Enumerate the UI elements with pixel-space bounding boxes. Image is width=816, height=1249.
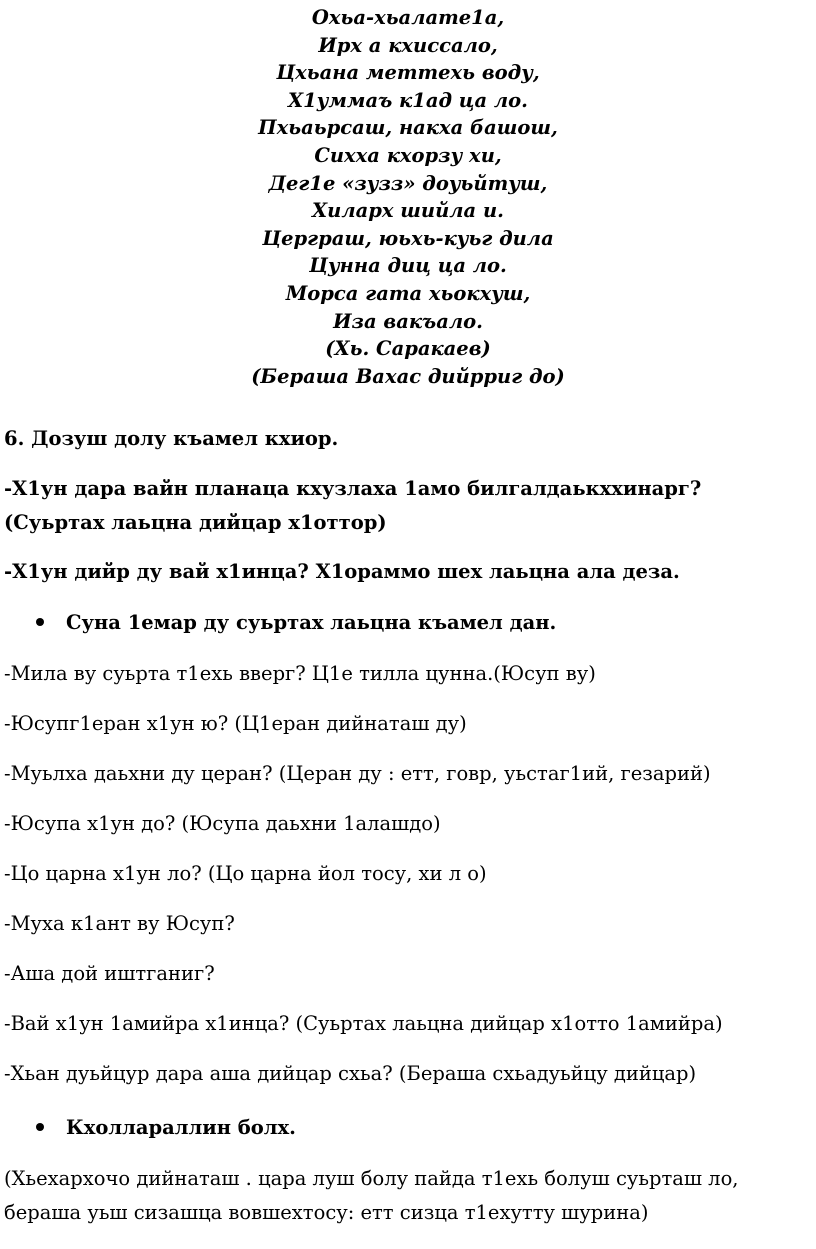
poem-line: Цунна диц ца ло. bbox=[309, 254, 507, 278]
dialogue-line: -Аша дой иштганиг? bbox=[4, 962, 215, 985]
question-two: -Х1ун дийр ду вай х1инца? Х1ораммо шех лаьцна ала деза. bbox=[4, 560, 680, 583]
closing-note-line2: бераша уьш сизашца вовшехтосу: етт сизца т1ехутту шурина) bbox=[4, 1201, 649, 1224]
poem-line: Цхьана меттехь воду, bbox=[276, 61, 540, 85]
poem-line: Церграш, юьхь-куьг дила bbox=[262, 226, 554, 250]
section-heading: 6. Дозуш долу къамел кхиор. bbox=[4, 427, 339, 450]
dialogue-line: -Юсупа х1ун до? (Юсупа даьхни 1алашдо) bbox=[4, 812, 441, 835]
dialogue-line: -Юсупг1еран х1ун ю? (Ц1еран дийнаташ ду) bbox=[4, 712, 467, 735]
closing-note bbox=[4, 1162, 812, 1230]
poem-line: Сихха кхорзу хи, bbox=[314, 143, 502, 167]
dialogue-line: -Цо царна х1ун ло? (Цо царна йол тосу, хи л о) bbox=[4, 862, 487, 885]
poem-line: Иза вакъало. bbox=[333, 309, 483, 333]
dialogue-line: -Хьан дуьйцур дара аша дийцар схьа? (Бераша схьадуьйцу дийцар) bbox=[4, 1062, 697, 1085]
bullet-item-speech bbox=[36, 606, 806, 640]
poem bbox=[0, 4, 816, 390]
poem-line: Хиларх шийла и. bbox=[312, 199, 504, 223]
dialogue-line: -Вай х1ун 1амийра х1инца? (Суьртах лаьцна дийцар х1отто 1амийра) bbox=[4, 1012, 723, 1035]
closing-note-line1: (Хьехархочо дийнаташ . цара луш болу пайда т1ехь болуш суьрташ ло, bbox=[4, 1167, 739, 1190]
poem-author: (Хь. Саракаев) bbox=[325, 337, 491, 361]
poem-line: Ирх а кхиссало, bbox=[318, 33, 498, 57]
dialogue-line: -Муха к1ант ву Юсуп? bbox=[4, 912, 235, 935]
bullet-text: Суна 1емар ду суьртах лаьцна къамел дан. bbox=[66, 611, 557, 634]
question-one-line2: (Суьртах лаьцна дийцар х1оттор) bbox=[4, 511, 387, 534]
poem-line: Х1уммаъ к1ад ца ло. bbox=[288, 88, 528, 112]
question-one bbox=[4, 472, 812, 540]
bullet-icon bbox=[36, 1123, 44, 1131]
bullet-item-creative bbox=[36, 1111, 806, 1145]
poem-line: Пхьаьрсаш, накха башош, bbox=[258, 116, 558, 140]
question-one-line1: -Х1ун дара вайн планаца кхузлаха 1амо билгалдаькххинарг? bbox=[4, 477, 702, 500]
dialogue-line: -Муьлха даьхни ду церан? (Церан ду : етт, говр, уьстаг1ий, гезарий) bbox=[4, 762, 711, 785]
poem-line: Охьа-хьалате1а, bbox=[311, 6, 505, 29]
bullet-text: Кхоллараллин болх. bbox=[66, 1116, 296, 1139]
bullet-icon bbox=[36, 618, 44, 626]
poem-source: (Бераша Вахас дийрриг до) bbox=[251, 364, 565, 388]
poem-line: Морса гата хьокхуш, bbox=[285, 281, 531, 305]
dialogue-line: -Мила ву суьрта т1ехь вверг? Ц1е тилла цунна.(Юсуп ву) bbox=[4, 662, 596, 685]
poem-line: Дег1е «зузз» доуьйтуш, bbox=[268, 171, 548, 195]
